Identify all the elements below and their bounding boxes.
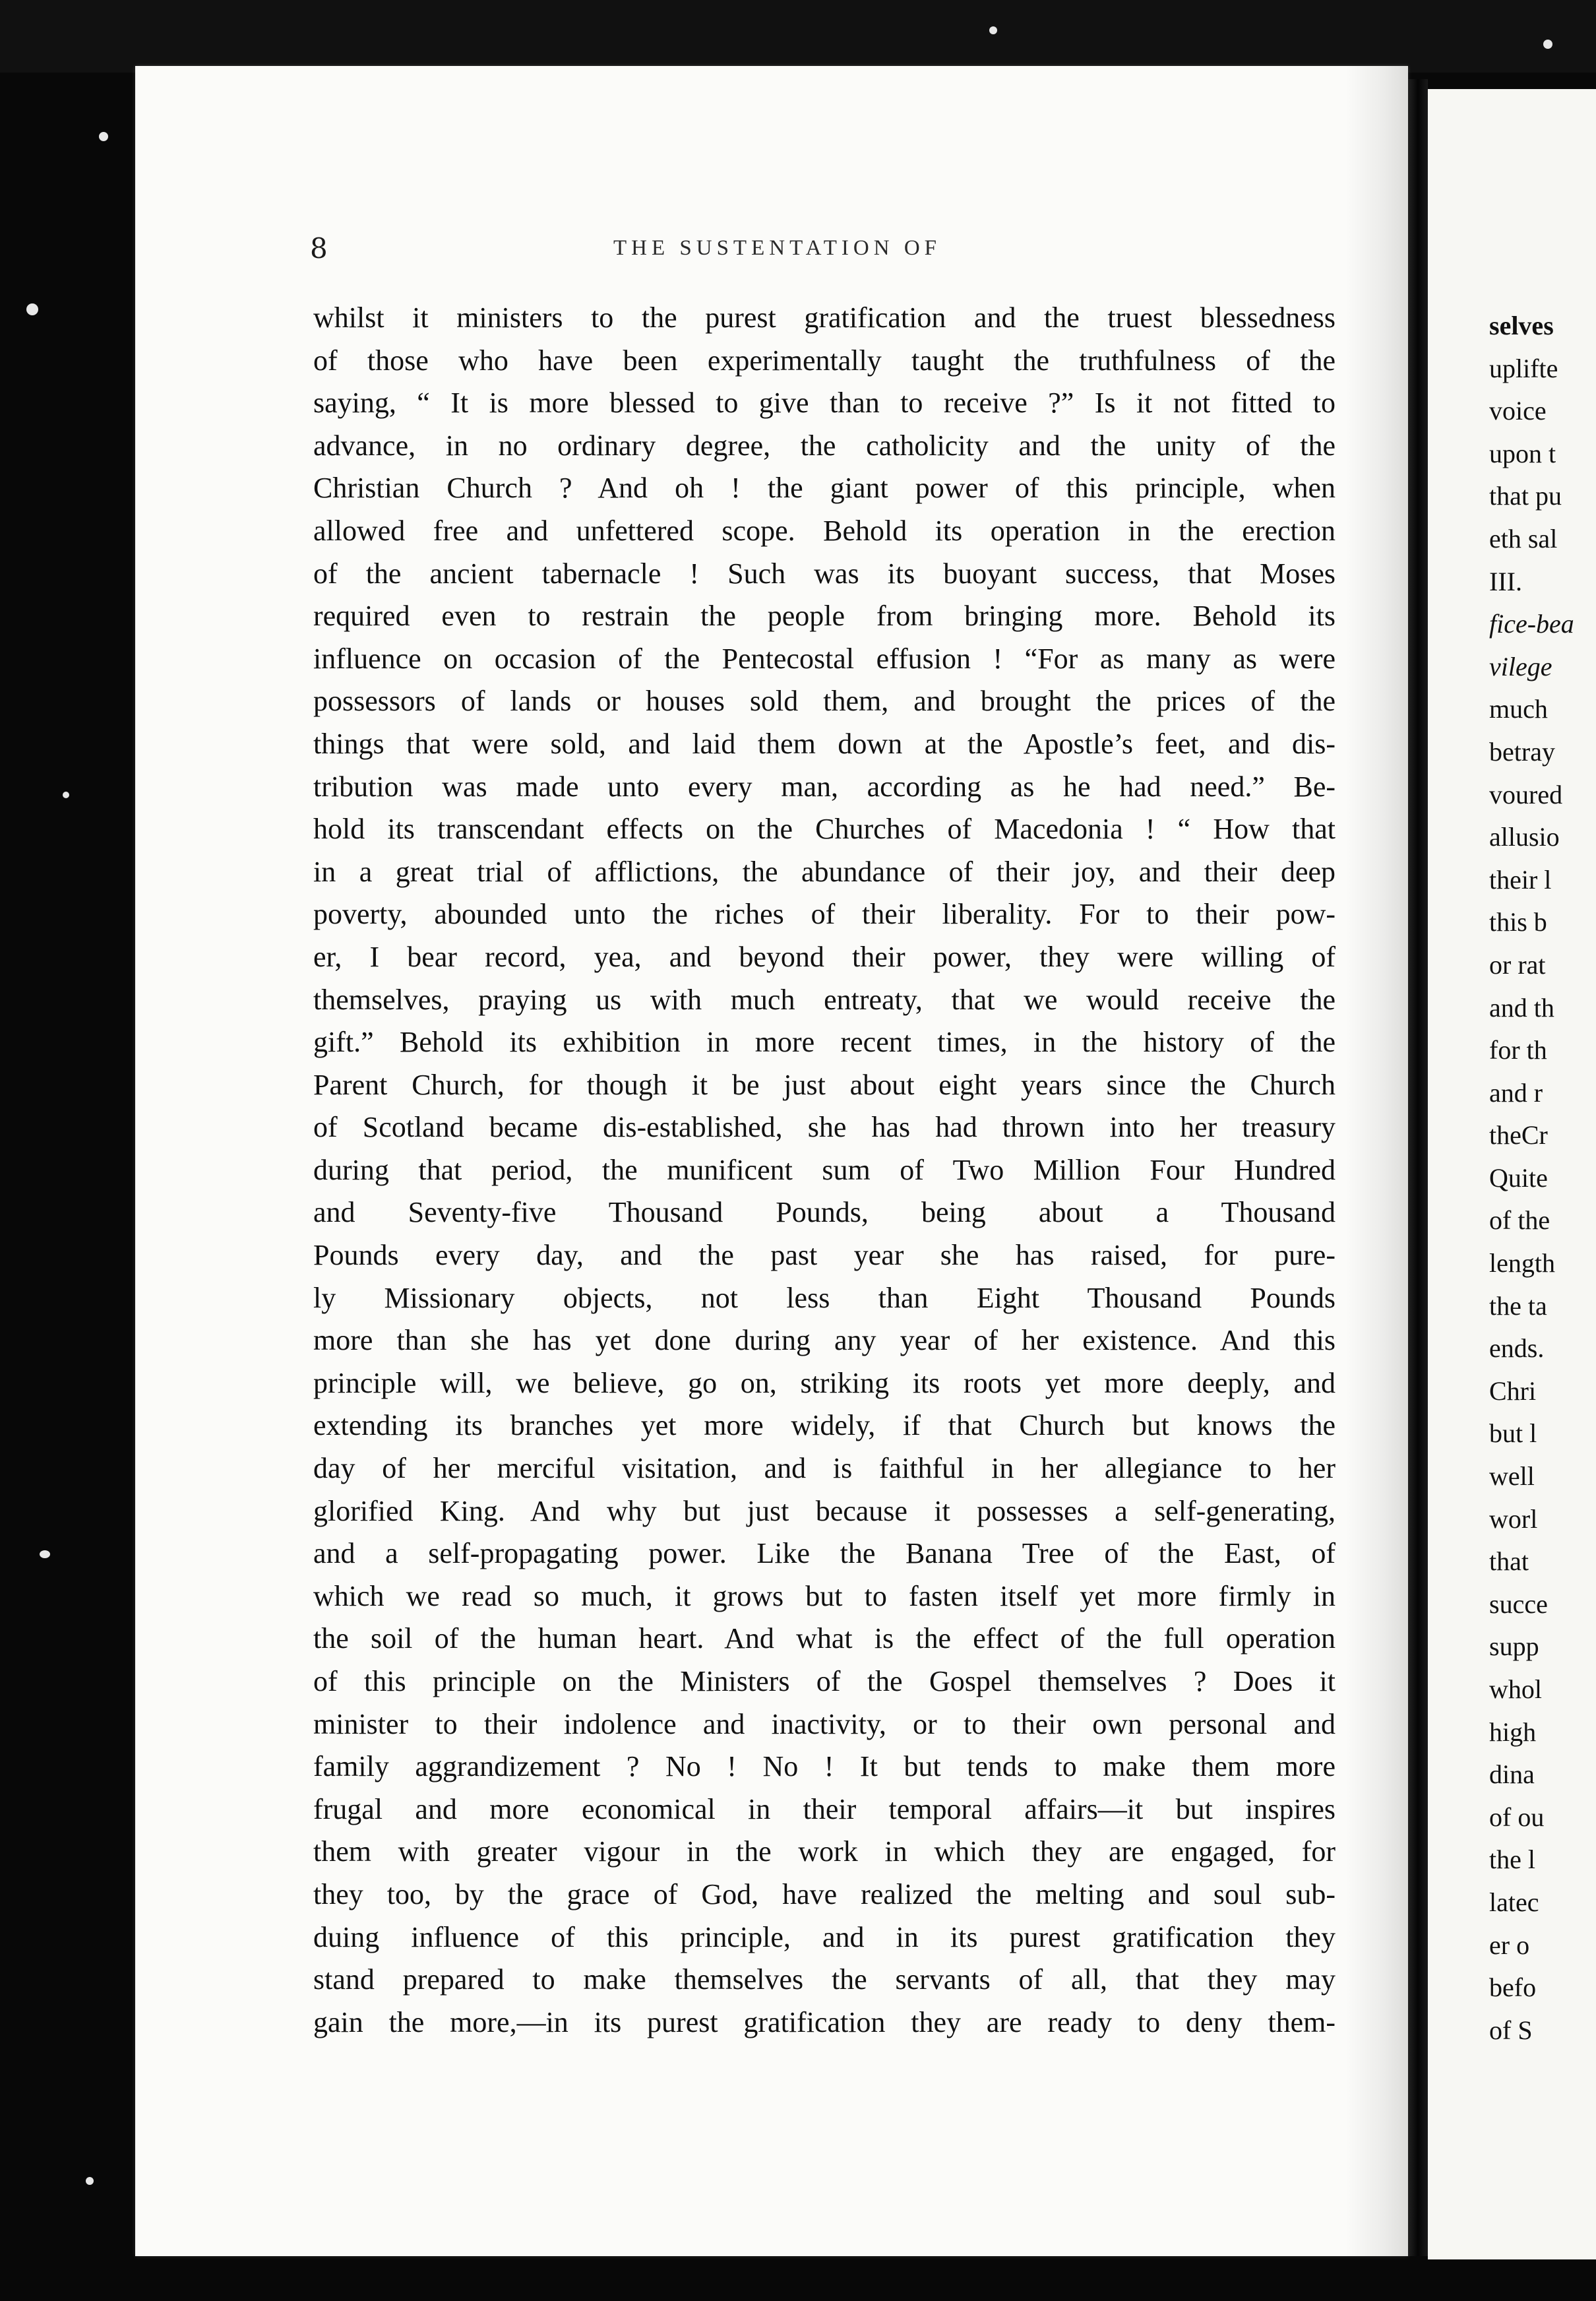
text-line: tribution was made unto every man, according as he had need.” Be-	[313, 770, 1335, 803]
right-text-line: ends.	[1489, 1333, 1545, 1364]
text-line: gift.” Behold its exhibition in more recent times, in the history of the	[313, 1026, 1335, 1059]
right-text-line: allusio	[1489, 822, 1560, 852]
right-text-line: voured	[1489, 779, 1563, 809]
right-text-line: dina	[1489, 1759, 1535, 1790]
text-line: possessors of lands or houses sold them, and brought the prices of the	[313, 685, 1335, 718]
book-spine	[1408, 79, 1428, 2256]
right-text-line: of the	[1489, 1205, 1550, 1236]
text-line: in a great trial of afflictions, the abundance of their joy, and their deep	[313, 855, 1335, 888]
text-line: gain the more,—in its purest gratification they are ready to deny them-	[313, 2005, 1335, 2038]
text-line: influence on occasion of the Pentecostal effusion ! “For as many as were	[313, 642, 1335, 675]
text-line: Christian Church ? And oh ! the giant power of this principle, when	[313, 472, 1335, 505]
text-line: advance, in no ordinary degree, the catholicity and the unity of the	[313, 429, 1335, 462]
text-line: more than she has yet done during any year of her existence. And this	[313, 1324, 1335, 1357]
right-text-line: and th	[1489, 992, 1554, 1023]
text-line: of those who have been experimentally taught the truthfulness of the	[313, 344, 1335, 377]
right-text-line: Chri	[1489, 1375, 1537, 1406]
right-text-line: of ou	[1489, 1802, 1545, 1832]
text-line: which we read so much, it grows but to fasten itself yet more firmly in	[313, 1579, 1335, 1612]
text-line: duing influence of this principle, and in its purest gratification they	[313, 1920, 1335, 1953]
text-line: and Seventy-five Thousand Pounds, being about a Thousand	[313, 1196, 1335, 1229]
text-line: of the ancient tabernacle ! Such was its buoyant success, that Moses	[313, 557, 1335, 590]
text-line: extending its branches yet more widely, if that Church but knows the	[313, 1409, 1335, 1442]
text-line: day of her merciful visitation, and is faithful in her allegiance to her	[313, 1452, 1335, 1485]
film-speck	[40, 1550, 50, 1558]
right-text-line: that	[1489, 1546, 1529, 1577]
text-line: Parent Church, for though it be just about eight years since the Church	[313, 1068, 1335, 1101]
text-line: them with greater vigour in the work in which they are engaged, for	[313, 1835, 1335, 1868]
text-line: ly Missionary objects, not less than Eight Thousand Pounds	[313, 1281, 1335, 1314]
body-text	[313, 297, 1335, 2044]
text-line: frugal and more economical in their temporal affairs—it but inspires	[313, 1792, 1335, 1825]
right-text-line: much	[1489, 694, 1548, 724]
right-text-line: and r	[1489, 1077, 1543, 1108]
right-text-line: theCr	[1489, 1120, 1548, 1150]
gutter-shadow	[1345, 66, 1408, 2256]
right-text-line: or rat	[1489, 949, 1546, 980]
text-line: saying, “ It is more blessed to give than to receive ?” Is it not fitted to	[313, 387, 1335, 420]
text-line: principle will, we believe, go on, striking its roots yet more deeply, and	[313, 1366, 1335, 1399]
page-number: 8	[310, 232, 328, 265]
right-text-line: eth sal	[1489, 523, 1558, 553]
right-text-line: of S	[1489, 2015, 1533, 2045]
text-line: hold its transcendant effects on the Churches of Macedonia ! “ How that	[313, 813, 1335, 846]
text-line: during that period, the munificent sum of Two Million Four Hundred	[313, 1153, 1335, 1186]
right-text-line: er o	[1489, 1930, 1530, 1960]
right-text-line: latec	[1489, 1887, 1539, 1917]
film-edge	[0, 0, 1596, 73]
text-line: they too, by the grace of God, have realized the melting and soul sub-	[313, 1877, 1335, 1910]
text-line: of Scotland became dis-established, she has had thrown into her treasury	[313, 1111, 1335, 1144]
right-text-line: that pu	[1489, 481, 1562, 511]
text-line: whilst it ministers to the purest gratification and the truest blessedness	[313, 301, 1335, 334]
film-speck	[989, 26, 997, 34]
right-text-line: selves	[1489, 311, 1554, 340]
right-text-line: whol	[1489, 1674, 1542, 1704]
right-text-line: the l	[1489, 1844, 1535, 1875]
text-line: stand prepared to make themselves the servants of all, that they may	[313, 1963, 1335, 1996]
text-line: required even to restrain the people from bringing more. Behold its	[313, 600, 1335, 633]
right-text-line: upon t	[1489, 438, 1556, 468]
right-text-line: this b	[1489, 907, 1547, 937]
text-line: Pounds every day, and the past year she has raised, for pure-	[313, 1239, 1335, 1272]
right-text-line: but l	[1489, 1418, 1537, 1449]
text-line: minister to their indolence and inactivity, or to their own personal and	[313, 1707, 1335, 1740]
text-line: and a self-propagating power. Like the Banana Tree of the East, of	[313, 1537, 1335, 1570]
right-text-line: voice	[1489, 396, 1547, 426]
right-text-line: succe	[1489, 1589, 1548, 1619]
right-text-line: III.	[1489, 566, 1522, 596]
running-head: THE SUSTENTATION OF	[613, 236, 942, 260]
text-line: glorified King. And why but just because it possesses a self-generating,	[313, 1494, 1335, 1527]
right-text-line: uplifte	[1489, 353, 1558, 383]
film-speck	[1543, 40, 1552, 49]
right-text-line: well	[1489, 1461, 1535, 1492]
text-line: allowed free and unfettered scope. Behold its operation in the erection	[313, 514, 1335, 547]
text-line: poverty, abounded unto the riches of their liberality. For to their pow-	[313, 898, 1335, 931]
right-text-line: their l	[1489, 864, 1552, 895]
right-text-line: vilege	[1489, 651, 1552, 681]
right-text-line: the ta	[1489, 1290, 1547, 1321]
right-text-line: for th	[1489, 1035, 1547, 1065]
film-speck	[99, 132, 108, 141]
right-text-line: befo	[1489, 1972, 1537, 2003]
right-text-line: Quite	[1489, 1162, 1548, 1193]
right-text-line: worl	[1489, 1503, 1538, 1534]
film-speck	[63, 792, 69, 798]
right-text-line: fice-bea	[1489, 609, 1574, 639]
text-line: er, I bear record, yea, and beyond their power, they were willing of	[313, 940, 1335, 973]
right-text-line: high	[1489, 1717, 1537, 1747]
text-line: family aggrandizement ? No ! No ! It but tends to make them more	[313, 1750, 1335, 1783]
text-line: things that were sold, and laid them down at the Apostle’s feet, and dis-	[313, 727, 1335, 760]
film-speck	[86, 2177, 94, 2185]
text-line: of this principle on the Ministers of the Gospel themselves ? Does it	[313, 1665, 1335, 1697]
right-text-line: length	[1489, 1248, 1555, 1278]
text-line: themselves, praying us with much entreaty, that we would receive the	[313, 983, 1335, 1016]
film-speck	[26, 303, 38, 315]
right-text-line: betray	[1489, 736, 1555, 767]
text-line: the soil of the human heart. And what is the effect of the full operation	[313, 1622, 1335, 1655]
right-page-text	[1489, 305, 1596, 2052]
right-text-line: supp	[1489, 1631, 1539, 1662]
